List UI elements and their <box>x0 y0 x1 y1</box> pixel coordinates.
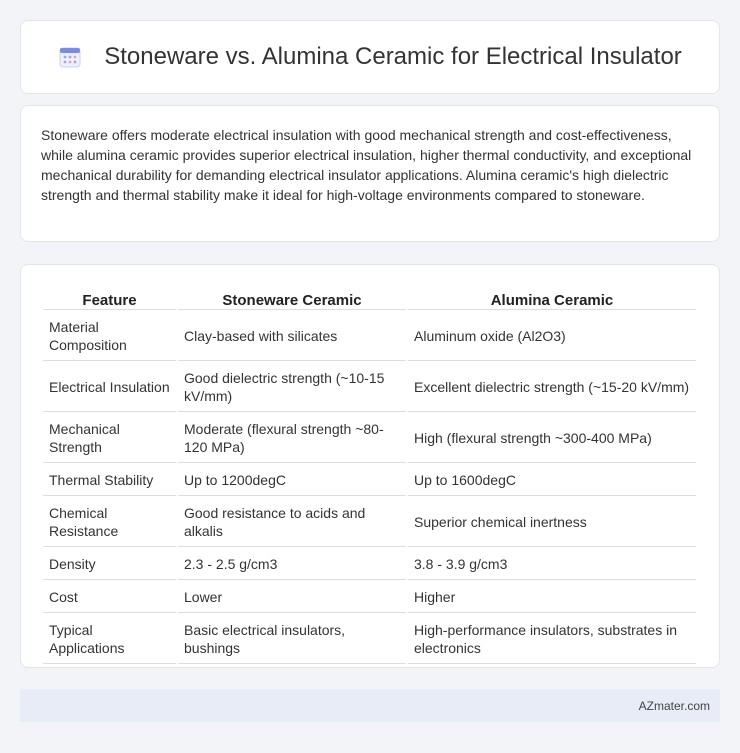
row-stoneware-value: Basic electrical insulators, bushings <box>178 615 406 664</box>
row-feature: Chemical Resistance <box>43 498 176 547</box>
table-row <box>43 363 696 412</box>
row-stoneware-value: Lower <box>178 582 406 613</box>
row-feature: Material Composition <box>43 312 176 361</box>
row-alumina-value: Excellent dielectric strength (~15-20 kV/mm) <box>408 363 696 412</box>
title-card <box>20 20 720 94</box>
row-feature: Mechanical Strength <box>43 414 176 463</box>
row-feature: Thermal Stability <box>43 465 176 496</box>
row-alumina-value: Superior chemical inertness <box>408 498 696 547</box>
row-alumina-value: High (flexural strength ~300-400 MPa) <box>408 414 696 463</box>
summary-text: Stoneware offers moderate electrical insulation with good mechanical strength and cost-effectiveness, while alumina ceramic provides superior electrical insulation, higher thermal conductivity, and exceptional mechanical durability for demanding electrical insulator applications. Alumina ceramic's high dielectric strength and thermal stability make it ideal for high-voltage environments compared to stoneware. <box>41 127 692 203</box>
header-feature: Feature <box>43 285 176 310</box>
row-alumina-value: Up to 1600degC <box>408 465 696 496</box>
table-row <box>43 582 696 613</box>
row-stoneware-value: Good resistance to acids and alkalis <box>178 498 406 547</box>
calendar-icon <box>58 45 82 69</box>
table-row <box>43 465 696 496</box>
footer <box>20 689 720 722</box>
table-row <box>43 498 696 547</box>
row-feature: Density <box>43 549 176 580</box>
row-feature: Cost <box>43 582 176 613</box>
header-alumina: Alumina Ceramic <box>408 285 696 310</box>
row-stoneware-value: Clay-based with silicates <box>178 312 406 361</box>
comparison-table <box>41 283 698 666</box>
header-stoneware: Stoneware Ceramic <box>178 285 406 310</box>
comparison-table-card <box>20 264 720 668</box>
row-feature: Electrical Insulation <box>43 363 176 412</box>
row-stoneware-value: 2.3 - 2.5 g/cm3 <box>178 549 406 580</box>
row-alumina-value: 3.8 - 3.9 g/cm3 <box>408 549 696 580</box>
page-title: Stoneware vs. Alumina Ceramic for Electrical Insulator <box>104 43 682 70</box>
summary-card <box>20 105 720 242</box>
table-row <box>43 414 696 463</box>
table-row <box>43 312 696 361</box>
row-stoneware-value: Moderate (flexural strength ~80-120 MPa) <box>178 414 406 463</box>
table-row <box>43 615 696 664</box>
row-alumina-value: High-performance insulators, substrates in electronics <box>408 615 696 664</box>
table-header-row <box>43 285 696 310</box>
row-feature: Typical Applications <box>43 615 176 664</box>
row-stoneware-value: Good dielectric strength (~10-15 kV/mm) <box>178 363 406 412</box>
footer-site-link[interactable]: AZmater.com <box>638 698 710 713</box>
row-alumina-value: Aluminum oxide (Al2O3) <box>408 312 696 361</box>
row-alumina-value: Higher <box>408 582 696 613</box>
table-row <box>43 549 696 580</box>
row-stoneware-value: Up to 1200degC <box>178 465 406 496</box>
